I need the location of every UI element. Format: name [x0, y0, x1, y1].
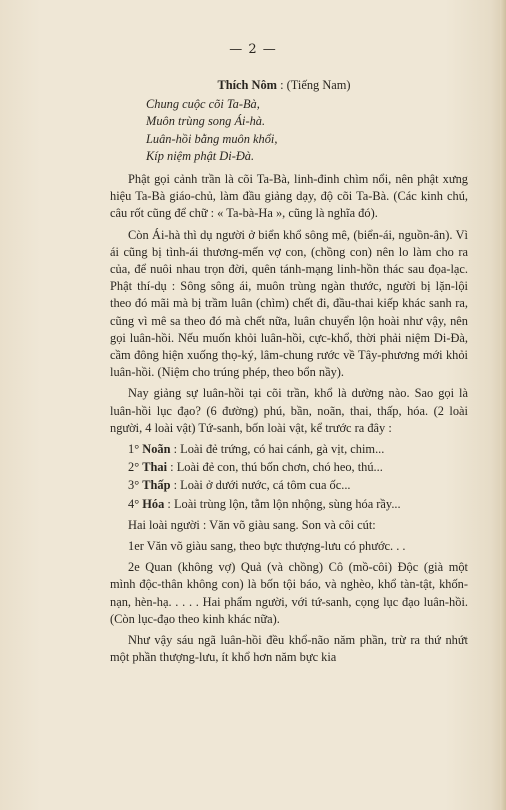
poem-line: Muôn trùng song Ái-hà.: [146, 114, 266, 129]
poem: [146, 96, 468, 165]
paragraph-quan-qua-co-doc: 2e Quan (không vợ) Quả (và chồng) Cô (mồ-côi) Độc (già một mình độc-thân không con) là bốn tội báo, và nghèo, khổ tàn-tật, khốn-nạn, hèn-hạ. . . . . Hai phẩm người, với tứ-sanh, cọng lục đạo luân-hồi. (Còn lục-đạo theo kinh khác nữa).: [110, 560, 468, 626]
list-item-term: Noãn: [142, 442, 171, 457]
page-edge: [500, 0, 506, 810]
list-item: [128, 496, 468, 513]
list-item-desc: : Loài đẻ con, thú bốn chơn, chó heo, thú...: [170, 460, 383, 475]
list-item: [128, 477, 468, 494]
list-item-desc: : Loài ở dưới nước, cá tôm cua ốc...: [173, 478, 351, 493]
paragraph-ai-ha: Còn Ái-hà thì dụ người ở biển khổ sông mê, (biển-ái, nguồn-ân). Vì ái cũng bị tình-ái thương-mến vợ con, (chồng con) nên lo làm cho ra của, để nuôi nhau trọn đời, quên tánh-mạng linh-hồn thác sau đọa-lạc. Phật thí-dụ : Sông sông ái, muôn trùng ngàn thước, người bị lặn-lội theo đó mãi mà bị trầm luân (chìm) chết đi, đầu-thai kiếp khác sanh ra, cũng vì mê sa theo đó mà chết nữa, luân chuyển lộn hoài như vậy, nên gọi luân-hồi. Nếu muốn khỏi luân-hồi, cực-khổ, thời phải niệm Di-Đà, cầm đông hiện xuống thọ-ký, lâm-chung rước về Tây-phương mới khỏi luân-hồi. (Niệm cho trúng phép, theo bổn nầy).: [110, 227, 468, 380]
list-item-term: Thấp: [142, 478, 171, 493]
list-item-number: 3°: [128, 478, 140, 493]
page-number: — 2 —: [229, 42, 277, 57]
list-item-desc: : Loài trùng lộn, tằm lộn nhộng, sùng hóa rầy...: [167, 496, 401, 511]
paragraph-ta-ba: Phật gọi cảnh trần là cõi Ta-Bà, linh-đinh chìm nổi, nên phật xưng hiệu Ta-Bà giáo-chủ, làm đầu giảng dạy, độ cõi Ta-Bà. (Các kinh chú, câu rốt cũng để chữ : « Ta-bà-Ha », cũng là nghĩa đó).: [110, 172, 468, 221]
paragraph-van-vo: 1er Văn võ giàu sang, theo bực thượng-lưu có phước. . .: [128, 539, 406, 554]
section-title-sub: : (Tiếng Nam): [280, 78, 351, 92]
paragraph-sau-nga: Như vậy sáu ngã luân-hồi đều khổ-não năm phần, trừ ra thứ nhứt một phần thượng-lưu, ít khổ hơn năm bực kia: [110, 633, 468, 665]
poem-line: Chung cuộc cõi Ta-Bà,: [146, 97, 260, 112]
list-item-desc: : Loài đẻ trứng, có hai cánh, gà vịt, chim...: [173, 442, 385, 457]
poem-line: Kíp niệm phật Di-Đà.: [146, 148, 255, 163]
section-title: [110, 77, 468, 94]
page-content: [110, 77, 468, 671]
section-title-main: Thích Nôm: [217, 78, 277, 92]
paragraph-hai-loai-nguoi: Hai loài người : Văn võ giàu sang. Son và côi cút:: [128, 517, 376, 532]
poem-line: Luân-hồi bằng muôn khổi,: [146, 131, 278, 146]
list-item-term: Hóa: [142, 496, 165, 511]
list-item: [128, 459, 468, 476]
list-item-number: 2°: [128, 460, 140, 475]
paragraph-luan-hoi: Nay giảng sự luân-hồi tại cõi trần, khổ là dường nào. Sao gọi là luân-hồi lục đạo? (6 đường) phú, bần, noãn, thai, thấp, hóa. (2 loài người, 4 loài vật) Tứ-sanh, bốn loài vật, kể trước ra đây :: [110, 386, 468, 435]
list-item-number: 1°: [128, 442, 140, 457]
list-item-term: Thai: [142, 460, 168, 475]
list-item-number: 4°: [128, 496, 140, 511]
list-item: [128, 441, 468, 458]
